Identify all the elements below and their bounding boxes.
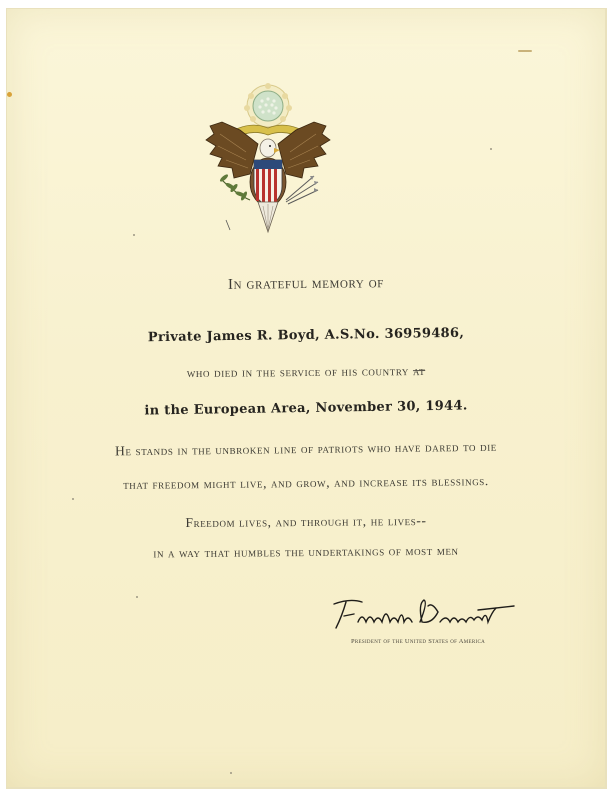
tribute-line-4: in a way that humbles the undertakings of most men: [153, 542, 459, 561]
struck-word: at: [412, 362, 426, 379]
tribute-line-3: Freedom lives, and through it, he lives--: [185, 512, 427, 531]
memory-line: In grateful memory of: [227, 275, 385, 293]
great-seal-eagle-icon: [200, 82, 335, 242]
president-signature: [328, 592, 518, 634]
tribute-line-2: that freedom might live, and grow, and increase its blessings.: [123, 473, 489, 492]
scan-speck: [230, 772, 232, 774]
scan-speck: [518, 50, 532, 52]
tribute-line-1: He stands in the unbroken line of patriots who have dared to die: [115, 438, 497, 459]
scan-speck: [490, 148, 492, 150]
place-date-line: in the European Area, November 30, 1944.: [144, 398, 468, 419]
scan-speck: [133, 234, 135, 236]
scan-speck: [136, 596, 138, 598]
scan-speck: [7, 92, 12, 97]
scan-speck: [72, 498, 74, 500]
soldier-name-line: Private James R. Boyd, A.S.No. 36959486,: [147, 325, 465, 346]
service-text: who died in the service of his country: [186, 363, 410, 381]
signature-title: President of the United States of America: [350, 638, 486, 645]
